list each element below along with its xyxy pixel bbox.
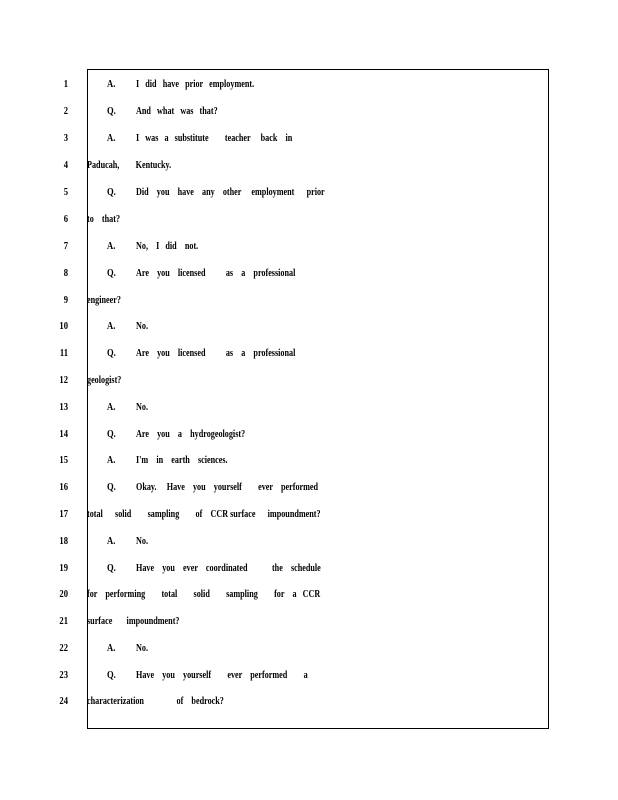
speaker-label: A.: [107, 320, 116, 332]
speaker-label: A.: [107, 240, 116, 252]
speaker-label: Q.: [107, 186, 116, 198]
speaker-label: Q.: [107, 562, 116, 574]
transcript-line: [0, 129, 618, 147]
transcript-line: [0, 451, 618, 469]
line-number: 8: [63, 267, 68, 279]
speaker-label: A.: [107, 535, 116, 547]
line-text: I did have prior employment.: [136, 78, 255, 90]
line-text: total solid sampling of CCR surface impoundment?: [87, 508, 321, 520]
line-text: Are you licensed as a professional: [136, 347, 296, 359]
transcript-line: [0, 264, 618, 282]
line-text: Okay. Have you yourself ever performed: [136, 481, 319, 493]
speaker-label: A.: [107, 132, 116, 144]
line-text: for performing total solid sampling for a CCR: [87, 588, 321, 600]
speaker-label: Q.: [107, 481, 116, 493]
line-text: I was a substitute teacher back in: [136, 132, 293, 144]
line-text: to that?: [87, 213, 121, 225]
transcript-line: [0, 75, 618, 93]
speaker-label: A.: [107, 454, 116, 466]
line-number: 14: [59, 428, 68, 440]
transcript-line: [0, 612, 618, 630]
line-text: Are you a hydrogeologist?: [136, 428, 246, 440]
line-text: Have you ever coordinated the schedule: [136, 562, 321, 574]
line-text: Are you licensed as a professional: [136, 267, 296, 279]
transcript-line: [0, 639, 618, 657]
line-number: 12: [59, 374, 68, 386]
transcript-line: [0, 344, 618, 362]
speaker-label: Q.: [107, 267, 116, 279]
line-text: geologist?: [87, 374, 122, 386]
speaker-label: Q.: [107, 347, 116, 359]
line-number: 23: [59, 669, 68, 681]
line-text: characterization of bedrock?: [87, 695, 224, 707]
line-number: 5: [63, 186, 68, 198]
transcript-line: [0, 666, 618, 684]
transcript-line: [0, 585, 618, 603]
line-number: 13: [59, 401, 68, 413]
line-number: 16: [59, 481, 68, 493]
line-text: And what was that?: [136, 105, 218, 117]
line-number: 6: [63, 213, 68, 225]
line-number: 20: [59, 588, 68, 600]
line-number: 9: [63, 294, 68, 306]
line-text: engineer?: [87, 294, 121, 306]
speaker-label: A.: [107, 78, 116, 90]
transcript-line: [0, 398, 618, 416]
transcript-line: [0, 210, 618, 228]
line-number: 1: [63, 78, 68, 90]
transcript-line: [0, 505, 618, 523]
line-text: surface impoundment?: [87, 615, 180, 627]
line-number: 3: [63, 132, 68, 144]
line-text: No.: [136, 535, 148, 547]
speaker-label: Q.: [107, 669, 116, 681]
line-text: I'm in earth sciences.: [136, 454, 228, 466]
line-number: 18: [59, 535, 68, 547]
transcript-line: [0, 478, 618, 496]
transcript-line: [0, 102, 618, 120]
line-number: 17: [59, 508, 68, 520]
transcript-line: [0, 425, 618, 443]
transcript-line: [0, 371, 618, 389]
line-text: No, I did not.: [136, 240, 199, 252]
line-number: 21: [59, 615, 68, 627]
speaker-label: Q.: [107, 428, 116, 440]
transcript-line: [0, 156, 618, 174]
line-number: 10: [59, 320, 68, 332]
transcript-line: [0, 532, 618, 550]
line-number: 2: [63, 105, 68, 117]
transcript-line: [0, 291, 618, 309]
line-number: 19: [59, 562, 68, 574]
speaker-label: A.: [107, 401, 116, 413]
speaker-label: A.: [107, 642, 116, 654]
transcript-line: [0, 183, 618, 201]
transcript-line: [0, 237, 618, 255]
line-number: 22: [59, 642, 68, 654]
line-number: 7: [63, 240, 68, 252]
transcript-line: [0, 692, 618, 710]
line-text: Did you have any other employment prior: [136, 186, 325, 198]
transcript-line: [0, 317, 618, 335]
line-text: No.: [136, 320, 148, 332]
line-text: No.: [136, 401, 148, 413]
line-number: 15: [59, 454, 68, 466]
line-number: 24: [59, 695, 68, 707]
line-number: 11: [59, 347, 68, 359]
line-text: Paducah, Kentucky.: [87, 159, 172, 171]
line-text: Have you yourself ever performed a: [136, 669, 308, 681]
speaker-label: Q.: [107, 105, 116, 117]
transcript-line: [0, 559, 618, 577]
line-text: No.: [136, 642, 148, 654]
line-number: 4: [63, 159, 68, 171]
